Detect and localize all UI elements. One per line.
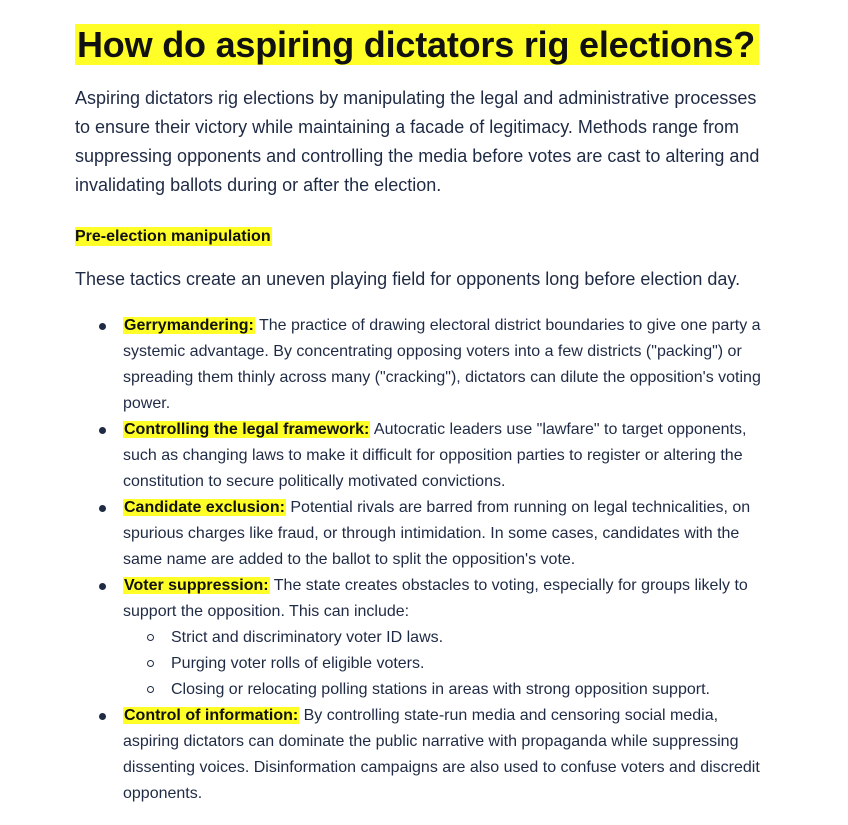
bullet-icon [99, 505, 106, 512]
item-term: Gerrymandering: [124, 317, 254, 334]
circle-bullet-icon [147, 686, 154, 693]
sub-list-item [171, 651, 767, 677]
section-heading [75, 226, 775, 248]
list-item-legal-framework [123, 417, 767, 495]
sub-list-item [171, 677, 767, 703]
bullet-icon [99, 713, 106, 720]
intro-paragraph: Aspiring dictators rig elections by manipulating the legal and administrative processes to ensure their victory while maintaining a facade of legitimacy. Methods range from suppressing opponents and controlling the media before votes are cast to altering and invalidating ballots during or after the election. [75, 88, 760, 195]
item-term: Voter suppression: [124, 577, 269, 594]
section-heading-text: Pre-election manipulation [75, 228, 271, 245]
item-text: The practice of drawing electoral district boundaries to give one party a systemic advantage. By concentrating opposing voters into a few districts ("packing") or spreading them thinly across many ("cracking"), dictators can dilute the opposition's voting power. [123, 317, 761, 412]
list-item-gerrymandering [123, 313, 767, 417]
tactics-list [75, 313, 767, 807]
list-item-voter-suppression [123, 573, 767, 703]
bullet-icon [99, 323, 106, 330]
item-text: Autocratic leaders use "lawfare" to target opponents, such as changing laws to make it difficult for opposition parties to register or altering the constitution to secure politically motivated convictions. [123, 421, 747, 490]
item-text: Potential rivals are barred from running on legal technicalities, on spurious charges like fraud, or through intimidation. In some cases, candidates with the same name are added to the ballot to split the opposition's vote. [123, 499, 751, 568]
item-text: By controlling state-run media and censoring social media, aspiring dictators can dominate the public narrative with propaganda while suppressing dissenting voices. Disinformation campaigns are also used to confuse voters and discredit opponents. [123, 707, 760, 802]
item-term: Control of information: [124, 707, 299, 724]
sub-list-item [171, 625, 767, 651]
sub-item-text: Strict and discriminatory voter ID laws. [171, 629, 444, 646]
sub-list [123, 625, 767, 703]
sub-item-text: Purging voter rolls of eligible voters. [171, 655, 425, 672]
item-term: Controlling the legal framework: [124, 421, 370, 438]
page-title: How do aspiring dictators rig elections? [75, 24, 759, 65]
circle-bullet-icon [147, 660, 154, 667]
bullet-icon [99, 583, 106, 590]
circle-bullet-icon [147, 634, 154, 641]
item-text: The state creates obstacles to voting, especially for groups likely to support the opposition. This can include: [123, 577, 748, 620]
item-term: Candidate exclusion: [124, 499, 285, 516]
section-intro: These tactics create an uneven playing field for opponents long before election day. [75, 269, 741, 289]
list-item-control-of-information [123, 703, 767, 807]
bullet-icon [99, 427, 106, 434]
sub-item-text: Closing or relocating polling stations in areas with strong opposition support. [171, 681, 710, 698]
list-item-candidate-exclusion [123, 495, 767, 573]
article [75, 24, 775, 807]
